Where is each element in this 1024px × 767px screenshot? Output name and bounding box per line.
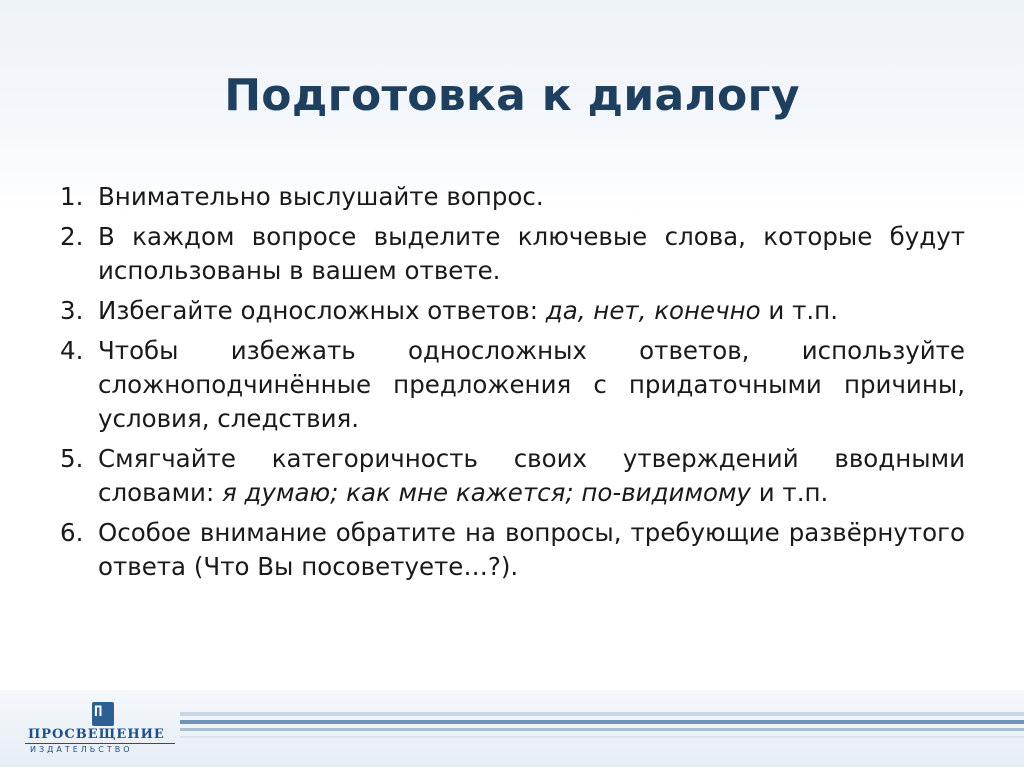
list-item-text <box>98 516 965 584</box>
list-item <box>60 516 965 584</box>
text-segment: Избегайте односложных ответов: <box>98 296 546 325</box>
footer-stripe <box>180 728 1024 731</box>
text-segment: Особое внимание обратите на вопросы, требующие развёрнутого ответа (Что Вы посоветуете…?). <box>98 518 965 581</box>
italic-example: я думаю; как мне кажется; по-видимому <box>222 478 751 507</box>
list-item <box>60 294 965 328</box>
list-item-number: 6. <box>60 518 84 547</box>
publisher-logo-icon: П <box>92 702 114 726</box>
list-item <box>60 442 965 510</box>
list-item-number: 5. <box>60 444 84 473</box>
list-item <box>60 220 965 288</box>
text-segment: и т.п. <box>750 478 829 507</box>
list-item-number: 2. <box>60 222 84 251</box>
numbered-list <box>60 180 965 590</box>
text-segment: и т.п. <box>760 296 838 325</box>
list-item-text <box>98 334 965 436</box>
logo-divider <box>25 743 175 744</box>
text-segment: Внимательно выслушайте вопрос. <box>98 182 544 211</box>
list-item-number: 1. <box>60 182 84 211</box>
italic-example: да, нет, конечно <box>545 296 761 325</box>
text-segment: Чтобы избежать односложных ответов, используйте сложноподчинённые предложения с придаточными причины, условия, следствия. <box>98 336 965 433</box>
list-item <box>60 334 965 436</box>
list-item <box>60 180 965 214</box>
publisher-subtitle: ИЗДАТЕЛЬСТВО <box>30 745 133 754</box>
list-item-text <box>98 294 965 328</box>
list-item-text <box>98 442 965 510</box>
list-item-text <box>98 220 965 288</box>
footer-stripe <box>180 712 1024 716</box>
list-item-number: 3. <box>60 296 84 325</box>
publisher-name: ПРОСВЕЩЕНИЕ <box>28 727 165 742</box>
text-segment: Смягчайте категоричность своих утверждений вводными словами: <box>98 444 965 507</box>
list-item-text <box>98 180 965 214</box>
slide-title: Подготовка к диалогу <box>224 70 800 121</box>
footer-stripe <box>180 736 1024 738</box>
text-segment: В каждом вопросе выделите ключевые слова, которые будут использованы в вашем ответе. <box>98 222 965 285</box>
list-item-number: 4. <box>60 336 84 365</box>
footer-stripe <box>180 720 1024 724</box>
